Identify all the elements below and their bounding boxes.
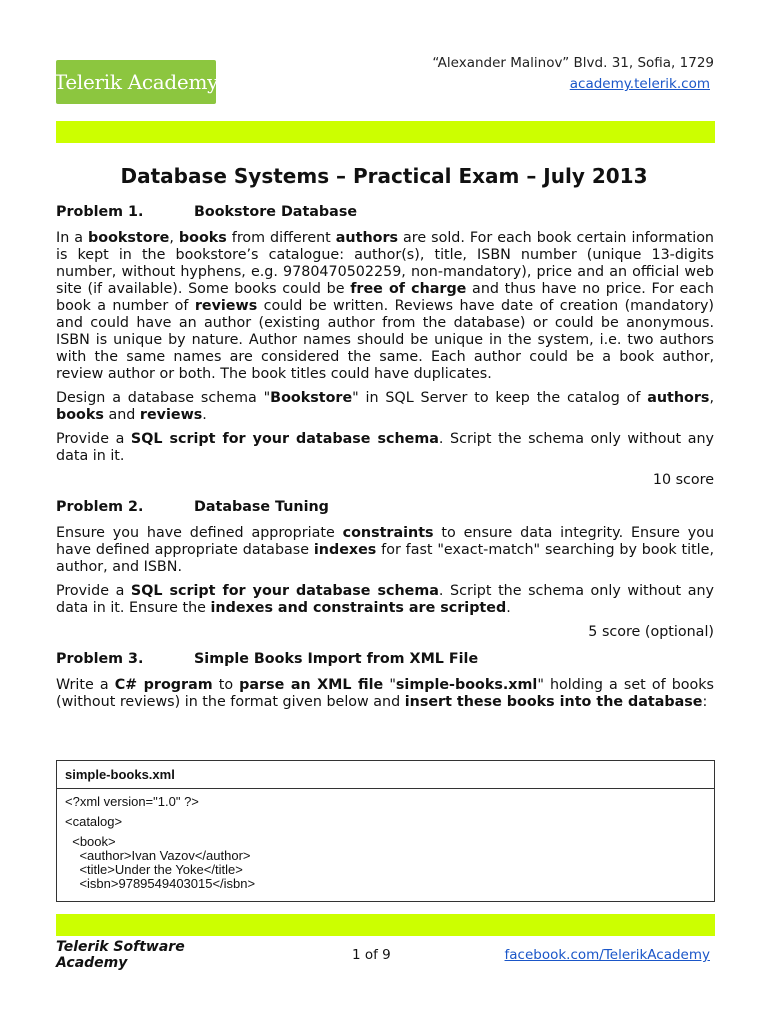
document-body [56,204,714,718]
footer-organization [56,939,185,971]
xml-line: <author>Ivan Vazov</author> [65,848,251,863]
footer-org-line: Telerik Software [56,939,185,955]
problem-2-score: 5 score (optional) [588,624,714,640]
problem-name: Database Tuning [194,499,329,515]
xml-line: <catalog> [65,814,123,829]
problem-2-heading [56,499,714,516]
problem-1-heading [56,204,714,221]
telerik-academy-logo: Telerik Academy [56,60,216,104]
address: “Alexander Malinov” Blvd. 31, Sofia, 1729 [432,55,714,71]
xml-line: <title>Under the Yoke</title> [65,862,243,877]
problem-number: Problem 2. [56,499,144,515]
xml-line: <?xml version="1.0" ?> [65,794,199,809]
problem-name: Bookstore Database [194,204,358,220]
xml-line: <book> [65,834,116,849]
problem-2-paragraph-1: Ensure you have defined appropriate constraints to ensure data integrity. Ensure you have defined appropriate database indexes for fast "exact-match" searching by book title, author, and ISBN. [56,525,715,575]
page-number: 1 of 9 [352,947,391,963]
problem-number: Problem 1. [56,204,144,220]
xml-filename: simple-books.xml [57,761,714,789]
page-title: Database Systems – Practical Exam – July 2013 [120,164,648,188]
xml-sample-box [56,760,715,902]
problem-2-paragraph-2: Provide a SQL script for your database schema. Script the schema only without any data in it. Ensure the indexes and constraints are scripted. [56,583,714,616]
problem-3-heading [56,651,714,668]
xml-line: <isbn>9789549403015</isbn> [65,876,256,891]
problem-1-paragraph-3: Provide a SQL script for your database schema. Script the schema only without any data in it. [56,431,714,464]
footer-org-line: Academy [56,955,128,971]
problem-3-paragraph-1: Write a C# program to parse an XML file "simple-books.xml" holding a set of books (without reviews) in the format given below and insert these books into the database: [56,677,714,710]
facebook-link[interactable]: facebook.com/TelerikAcademy [504,947,710,963]
problem-name: Simple Books Import from XML File [194,651,479,667]
website-link[interactable]: academy.telerik.com [569,76,710,92]
problem-number: Problem 3. [56,651,144,667]
problem-1-paragraph-2: Design a database schema "Bookstore" in SQL Server to keep the catalog of authors, books and reviews. [56,390,714,423]
footer-accent-bar [56,914,715,936]
problem-1-score: 10 score [652,472,714,488]
problem-1-paragraph-1: In a bookstore, books from different authors are sold. For each book certain information is kept in the bookstore’s catalogue: author(s), title, ISBN number (unique 13-digits number, without hyphens, e.g. 9780470502259, non-mandatory), price and an official web site (if available). Some books could be free of charge and thus have no price. For each book a number of reviews could be written. Reviews have date of creation (mandatory) and could have an author (existing author from the database) or could be anonymous. ISBN is unique by nature. Author names should be unique in the system, i.e. two authors with the same names are considered the same. Each author could be a book author, review author or both. The book titles could have duplicates. [56,230,714,382]
header-accent-bar [56,121,715,143]
xml-code [57,789,714,891]
